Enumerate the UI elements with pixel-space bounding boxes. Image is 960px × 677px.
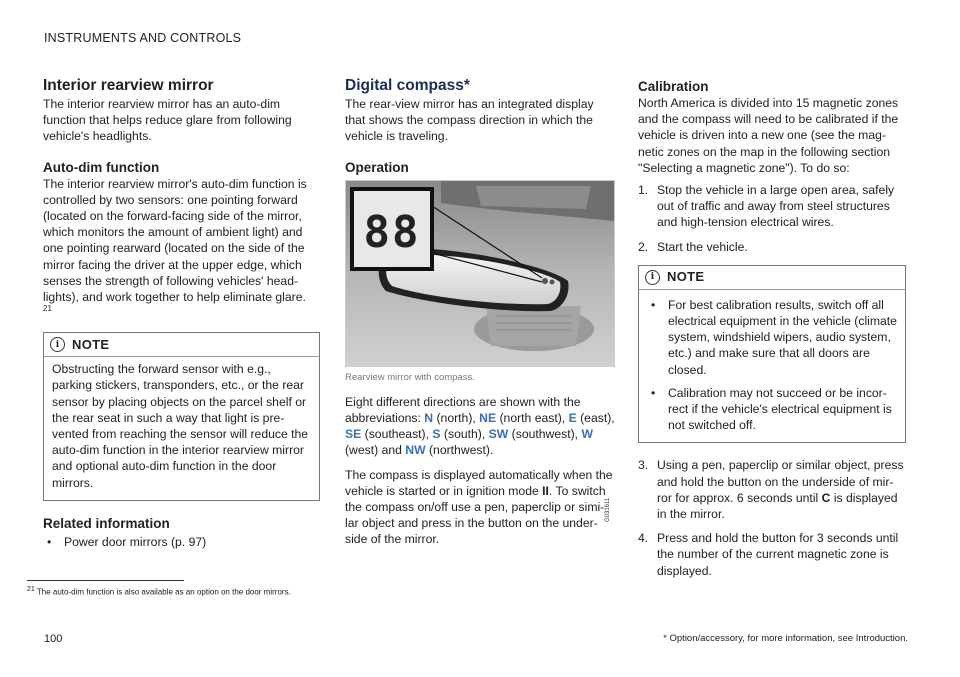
step-text-b: is displayed in the mirror. — [657, 490, 898, 522]
intro-paragraph: The interior rearview mirror has an auto-dim function that helps reduce glare from following vehicle's headlights. — [43, 97, 292, 144]
step-item — [638, 530, 906, 579]
running-header: INSTRUMENTS AND CONTROLS — [44, 31, 242, 45]
dir-abbr: E — [568, 411, 577, 426]
note-header — [44, 333, 319, 357]
dir-name: (west) and — [345, 443, 406, 458]
dir-abbr: NE — [479, 411, 497, 426]
step-number: 1. — [638, 183, 649, 198]
footnote-number: 21 — [27, 586, 35, 593]
dir-name: (north east), — [496, 411, 569, 426]
note-item: • Calibration may not succeed or be incor-rect if the vehicle's electrical equipment is not switched off. — [647, 385, 897, 434]
calibration-symbol: C — [821, 490, 831, 505]
auto-text-b: . To switch the compass on/off use a pen, paperclip or simi-lar object and press in the button on the under-side of the mirror. — [345, 483, 606, 547]
dir-name: (south), — [440, 427, 489, 442]
section-title: Interior rearview mirror — [43, 77, 214, 94]
related-link[interactable]: • Power door mirrors (p. 97) — [43, 534, 320, 550]
dir-name: (southeast), — [361, 427, 433, 442]
note-header — [639, 266, 905, 290]
subsection-title: Calibration — [638, 79, 709, 94]
column-digital-compass — [345, 76, 615, 548]
intro-paragraph: The rear-view mirror has an integrated display that shows the compass direction in which the vehicle is traveling. — [345, 97, 594, 144]
related-list — [43, 534, 320, 550]
info-icon: i — [645, 270, 660, 285]
dir-name: (southwest), — [508, 427, 582, 442]
dir-name: (north), — [433, 411, 480, 426]
note-body: Obstructing the forward sensor with e.g., parking stickers, transponders, etc., or the rear sensor by placing objects on the parcel shelf or the rear seat in such a way that light is pre-vented from reaching the sensor will reduce the auto-dim function in the interior rearview mirror and optional auto-dim function in the door mirrors. — [52, 362, 309, 490]
note-label: NOTE — [667, 269, 705, 285]
directions-intro: Eight different directions are shown with the abbreviations: — [345, 394, 581, 426]
step-text: Start the vehicle. — [657, 239, 748, 254]
footnote-divider — [27, 580, 184, 581]
dir-name: (northwest). — [425, 443, 494, 458]
related-title: Related information — [43, 515, 170, 531]
note-body — [639, 290, 905, 443]
step-number: 4. — [638, 531, 649, 546]
option-footnote: * Option/accessory, for more information, see Introduction. — [663, 633, 908, 644]
note-list — [647, 297, 897, 434]
dir-abbr: S — [432, 427, 441, 442]
dir-abbr: SW — [488, 427, 509, 442]
footnote-text: The auto-dim function is also available as an option on the door mirrors. — [36, 587, 291, 597]
column-calibration — [638, 76, 906, 587]
dir-abbr: W — [581, 427, 593, 442]
column-interior-mirror — [43, 76, 320, 550]
step-item — [638, 457, 906, 522]
step-number: 2. — [638, 239, 649, 254]
page-number: 100 — [44, 633, 63, 645]
subsection-title: Operation — [345, 159, 409, 175]
ignition-mode: II — [542, 483, 549, 498]
intro-paragraph: North America is divided into 15 magnetic zones and the compass will need to be calibrated if the vehicle is driven into a new one (see the mag-netic zones on the map in the following section "Selecting a magnetic zone"). To do so: — [638, 96, 899, 175]
note-label: NOTE — [72, 336, 110, 352]
note-item: • For best calibration results, switch off all electrical equipment in the vehicle (climate system, windshield wipers, audio system, etc.) and make sure that all doors are closed. — [647, 297, 897, 378]
footnote — [27, 586, 291, 597]
dir-name: (east), — [576, 411, 615, 426]
info-icon: i — [50, 337, 65, 352]
step-item — [638, 182, 906, 231]
step-number: 3. — [638, 458, 649, 473]
step-item — [638, 239, 906, 255]
auto-display-paragraph — [345, 467, 615, 548]
figure-code: G031611 — [605, 497, 611, 522]
autodim-paragraph: The interior rearview mirror's auto-dim function is controlled by two sensors: one pointing forward (located on the forward-facing side of the mirror, which monitors the amount of ambient light) and one pointing rearward (located on the side of the mirror facing the driver at the upper edge, which senses the strength of following vehicles' head-lights), and work together to help eliminate glare. — [43, 176, 307, 305]
section-title: Digital compass* — [345, 77, 470, 94]
directions-paragraph — [345, 394, 615, 459]
note-box — [638, 265, 906, 444]
steps-list-continued — [638, 457, 906, 578]
steps-list — [638, 182, 906, 255]
compass-display: 88 — [363, 206, 421, 258]
dir-abbr: SE — [345, 427, 362, 442]
dir-abbr: N — [424, 411, 434, 426]
subsection-title: Auto-dim function — [43, 159, 160, 175]
footnote-reference: 21 — [43, 304, 52, 314]
step-text: Stop the vehicle in a large open area, safely out of traffic and away from steel structures and high-tension electrical wires. — [657, 183, 895, 230]
figure-caption: Rearview mirror with compass. — [345, 371, 475, 383]
note-box — [43, 332, 320, 501]
step-text-a: Using a pen, paperclip or similar object, press and hold the button on the underside of mir-ror for approx. 6 seconds until — [657, 458, 904, 505]
step-text: Press and hold the button for 3 seconds until the number of the current magnetic zone is displayed. — [657, 531, 899, 578]
dir-abbr: NW — [405, 443, 426, 458]
auto-text-a: The compass is displayed automatically when the vehicle is started or in ignition mode — [345, 467, 613, 498]
